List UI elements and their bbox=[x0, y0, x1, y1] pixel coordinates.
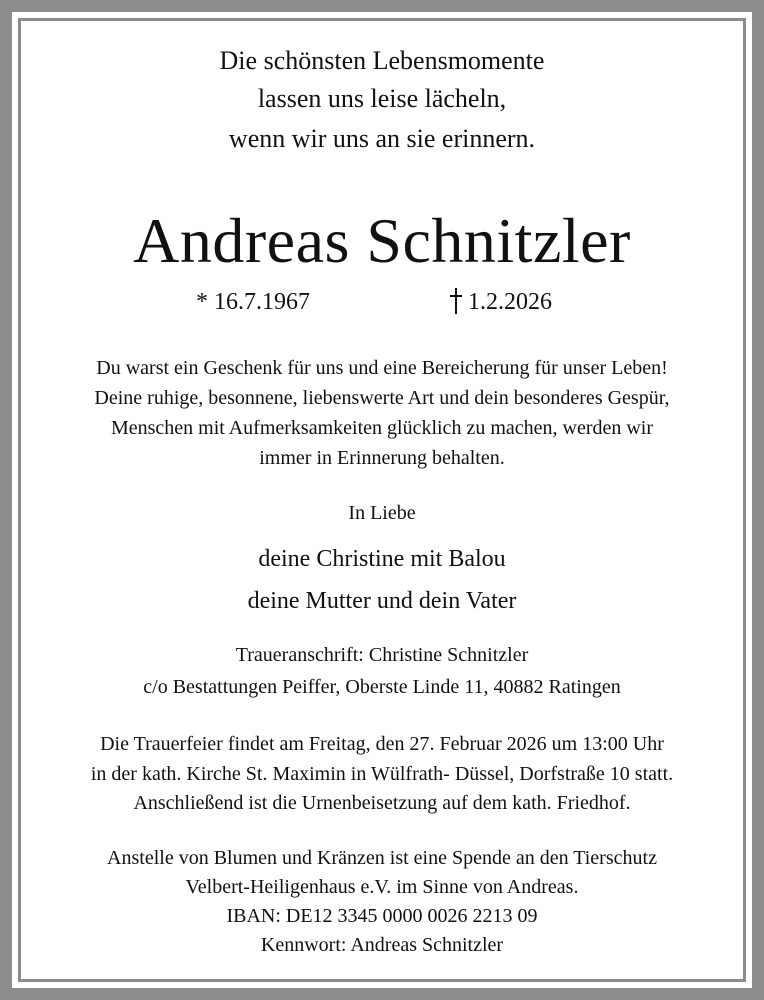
death-date: 1.2.2026 bbox=[468, 289, 552, 315]
deceased-name: Andreas Schnitzler bbox=[133, 205, 631, 276]
donation-keyword: Kennwort: Andreas Schnitzler bbox=[260, 934, 504, 956]
tribute-line-1: Du warst ein Geschenk für uns und eine Bereicherung für unser Leben! bbox=[96, 357, 668, 379]
donation-line-2: Velbert-Heiligenhaus e.V. im Sinne von Andreas. bbox=[185, 876, 579, 898]
signer-line-2: deine Mutter und dein Vater bbox=[247, 588, 517, 614]
tribute-line-4: immer in Erinnerung behalten. bbox=[259, 447, 505, 469]
tribute-line-2: Deine ruhige, besonnene, liebenswerte Art und dein besonderes Gespür, bbox=[94, 387, 670, 409]
donation-iban: IBAN: DE12 3345 0000 0026 2213 09 bbox=[226, 905, 538, 927]
ceremony-line-1: Die Trauerfeier findet am Freitag, den 27. Februar 2026 um 13:00 Uhr bbox=[100, 733, 664, 755]
motto-line-1: Die schönsten Lebensmomente bbox=[219, 46, 545, 75]
motto-line-3: wenn wir uns an sie erinnern. bbox=[228, 124, 536, 153]
ceremony-line-3: Anschließend ist die Urnenbeisetzung auf dem kath. Friedhof. bbox=[133, 792, 631, 814]
birth-date: * 16.7.1967 bbox=[196, 289, 310, 315]
motto-line-2: lassen uns leise lächeln, bbox=[257, 84, 507, 113]
address-line-1: Traueranschrift: Christine Schnitzler bbox=[235, 644, 529, 666]
address-line-2: c/o Bestattungen Peiffer, Oberste Linde 11, 40882 Ratingen bbox=[143, 676, 621, 698]
signer-line-1: deine Christine mit Balou bbox=[258, 546, 506, 572]
death-date-group bbox=[450, 287, 552, 317]
ceremony-line-2: in der kath. Kirche St. Maximin in Wülfrath- Düssel, Dorfstraße 10 statt. bbox=[90, 763, 674, 785]
donation-line-1: Anstelle von Blumen und Kränzen ist eine Spende an den Tierschutz bbox=[107, 847, 657, 869]
tribute-line-3: Menschen mit Aufmerksamkeiten glücklich zu machen, werden wir bbox=[110, 417, 654, 439]
closing-text: In Liebe bbox=[348, 502, 416, 524]
cross-icon bbox=[450, 288, 462, 314]
